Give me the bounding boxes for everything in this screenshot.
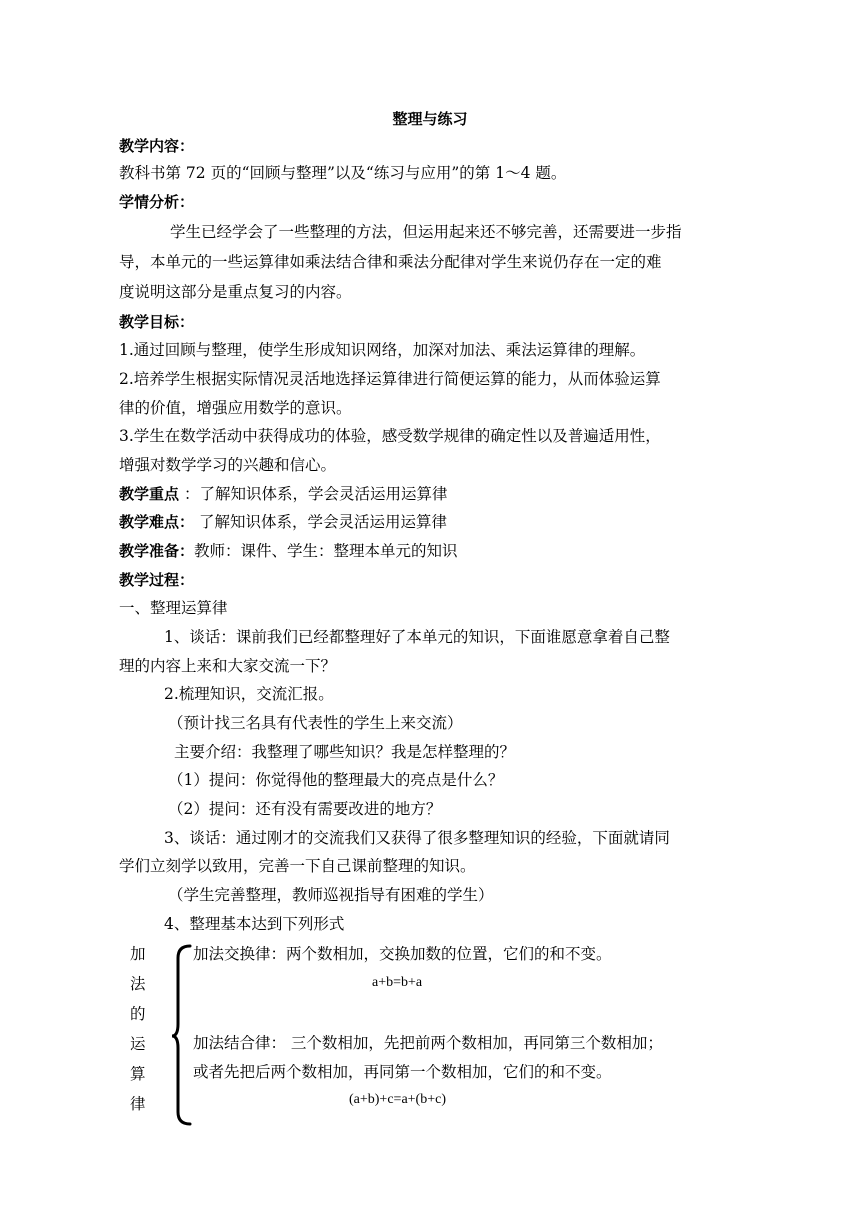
process-line: 学们立刻学以致用，完善一下自己课前整理的知识。	[119, 857, 476, 875]
goal-line: 2.培养学生根据实际情况灵活地选择运算律进行简便运算的能力，从而体验运算	[119, 370, 661, 388]
curly-brace-icon	[170, 944, 192, 1128]
key-point-row	[119, 484, 447, 504]
goals-heading: 教学目标：	[119, 313, 195, 331]
analysis-heading: 学情分析：	[119, 193, 195, 211]
goal-line: 3.学生在数学活动中获得成功的体验，感受数学规律的确定性以及普遍适用性，	[119, 427, 661, 445]
associative-law-text: 加法结合律： 三个数相加，先把前两个数相加，再同第三个数相加；	[193, 1034, 663, 1052]
process-line: 一、整理运算律	[119, 599, 228, 617]
prep-heading: 教学准备：	[119, 542, 195, 560]
process-line: （预计找三名具有代表性的学生上来交流）	[168, 714, 463, 732]
analysis-line: 学生已经学会了一些整理的方法，但运用起来还不够完善，还需要进一步指	[170, 223, 682, 241]
prep-text: 教师：课件、学生：整理本单元的知识	[194, 542, 458, 560]
process-line: 主要介绍：我整理了哪些知识？我是怎样整理的？	[174, 743, 516, 761]
side-label-char: 运	[130, 1035, 146, 1053]
side-label-char: 法	[130, 975, 146, 993]
process-line: （学生完善整理，教师巡视指导有困难的学生）	[168, 886, 494, 904]
key-heading: 教学重点	[119, 485, 180, 503]
process-line: 理的内容上来和大家交流一下？	[119, 657, 337, 675]
commutative-law-text: 加法交换律：两个数相加，交换加数的位置，它们的和不变。	[193, 945, 612, 963]
analysis-line: 度说明这部分是重点复习的内容。	[119, 283, 352, 301]
side-label-char: 加	[130, 945, 146, 963]
associative-formula: (a+b)+c=a+(b+c)	[349, 1092, 446, 1107]
goal-line: 律的价值，增强应用数学的意识。	[119, 399, 352, 417]
content-text: 教科书第 72 页的“回顾与整理”以及“练习与应用”的第 1～4 题。	[119, 164, 567, 182]
commutative-formula: a+b=b+a	[372, 975, 423, 990]
process-line: （1）提问：你觉得他的整理最大的亮点是什么？	[168, 771, 504, 789]
difficulty-text: 了解知识体系，学会灵活运用运算律	[194, 513, 447, 531]
difficulty-row	[119, 512, 447, 532]
difficulty-heading: 教学难点：	[119, 513, 195, 531]
process-line: 3、谈话：通过刚才的交流我们又获得了很多整理知识的经验，下面就请同	[164, 829, 670, 847]
process-line: 1、谈话：课前我们已经都整理好了本单元的知识，下面谁愿意拿着自己整	[164, 628, 670, 646]
goal-line: 增强对数学学习的兴趣和信心。	[119, 456, 337, 474]
page-title: 整理与练习	[392, 110, 468, 128]
process-heading: 教学过程：	[119, 571, 195, 589]
process-line: （2）提问：还有没有需要改进的地方？	[168, 800, 442, 818]
analysis-line: 导，本单元的一些运算律如乘法结合律和乘法分配律对学生来说仍存在一定的难	[119, 253, 662, 271]
goal-line: 1.通过回顾与整理，使学生形成知识网络，加深对加法、乘法运算律的理解。	[119, 341, 646, 359]
associative-law-text: 或者先把后两个数相加，再同第一个数相加，它们的和不变。	[193, 1063, 612, 1081]
side-label-char: 的	[130, 1005, 146, 1023]
key-text: ：了解知识体系，学会灵活运用运算律	[179, 485, 448, 503]
process-line: 2.梳理知识，交流汇报。	[164, 685, 334, 703]
prep-row	[119, 541, 458, 561]
content-heading: 教学内容：	[119, 137, 195, 155]
side-label-char: 算	[130, 1065, 146, 1083]
process-line: 4、整理基本达到下列形式	[164, 915, 345, 933]
side-label-char: 律	[130, 1095, 146, 1113]
